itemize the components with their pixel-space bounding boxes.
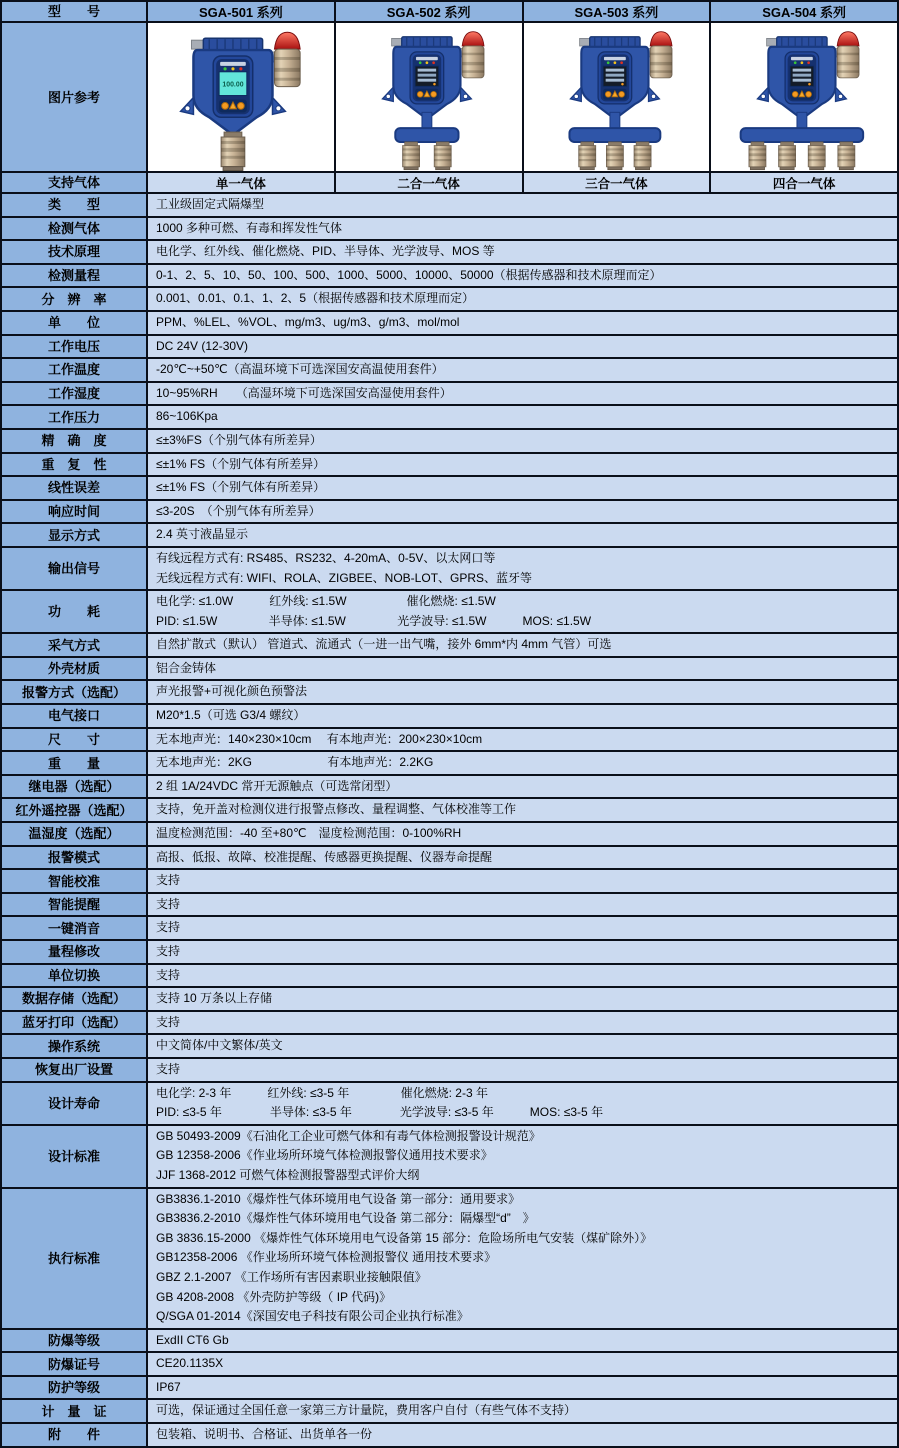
gas-value-sga-504: 四合一气体 (711, 173, 897, 192)
spec-value-line: 无本地声光：140×230×10cm 有本地声光：200×230×10cm (156, 731, 483, 746)
spec-value-line: 支持 (156, 1014, 181, 1029)
spec-row-label: 工作压力 (2, 406, 148, 428)
spec-row-label: 操作系统 (2, 1035, 148, 1057)
spec-row-label: 红外遥控器（选配） (2, 799, 148, 821)
spec-value-line: 工业级固定式隔爆型 (156, 197, 265, 211)
spec-row-value (148, 288, 897, 310)
spec-row-value (148, 658, 897, 680)
spec-row-value (148, 1059, 897, 1081)
spec-row (2, 591, 897, 634)
spec-row-label: 显示方式 (2, 524, 148, 546)
spec-row-value (148, 524, 897, 546)
spec-value-line: 支持 10 万条以上存储 (156, 991, 273, 1006)
device-image-sga-504 (711, 23, 897, 171)
spec-row-value (148, 988, 897, 1010)
spec-row (2, 336, 897, 360)
spec-row-value (148, 705, 897, 727)
spec-row (2, 548, 897, 591)
spec-row-value (148, 383, 897, 405)
spec-value-line: 支持 (156, 944, 181, 958)
spec-value-line: 支持 (156, 920, 181, 935)
spec-row (2, 1424, 897, 1446)
spec-row-value (148, 681, 897, 703)
spec-row-value (148, 1083, 897, 1124)
model-header-sga-504: SGA-504 系列 (711, 2, 897, 21)
spec-row-value (148, 241, 897, 263)
spec-row-label: 数据存储（选配） (2, 988, 148, 1010)
spec-row (2, 194, 897, 218)
spec-value-line: 支持 (156, 873, 181, 888)
spec-row (2, 1377, 897, 1401)
spec-value-line: GB12358-2006 《作业场所环境气体检测报警仪 通用技术要求》 (156, 1250, 497, 1265)
spec-row-value (148, 752, 897, 774)
spec-row-value (148, 501, 897, 523)
spec-row-value (148, 406, 897, 428)
spec-value-line: 0-1、2、5、10、50、100、500、1000、5000、10000、50000（根据传感器和技术原理而定） (156, 267, 662, 282)
spec-row-value (148, 1400, 897, 1422)
model-header-sga-501: SGA-501 系列 (148, 2, 336, 21)
spec-row-label: 蓝牙打印（选配） (2, 1012, 148, 1034)
spec-row (2, 1083, 897, 1126)
spec-row-value (148, 941, 897, 963)
spec-row (2, 729, 897, 753)
spec-value-line: 支持 (156, 896, 181, 911)
spec-value-line: ExdII CT6 Gb (156, 1332, 229, 1347)
spec-row-label: 技术原理 (2, 241, 148, 263)
spec-row (2, 383, 897, 407)
spec-row-label: 报警方式（选配） (2, 681, 148, 703)
spec-value-line: 电化学: ≤1.0W 红外线: ≤1.5W 催化燃烧: ≤1.5W (156, 594, 496, 609)
spec-row-value (148, 265, 897, 287)
supported-gas-row (2, 173, 897, 194)
spec-value-line: 支持 (156, 967, 181, 982)
spec-row-value (148, 965, 897, 987)
spec-value-line: 86~106Kpa (156, 409, 218, 424)
spec-row-value (148, 1424, 897, 1446)
spec-value-line: 有线远程方式有: RS485、RS232、4-20mA、0-5V、以太网口等 (156, 550, 496, 565)
spec-value-line: GB 4208-2008 《外壳防护等级（ IP 代码)》 (156, 1289, 392, 1304)
spec-row (2, 1126, 897, 1189)
spec-row-label: 智能提醒 (2, 894, 148, 916)
spec-row (2, 430, 897, 454)
spec-value-line: 可选，保证通过全国任意一家第三方计量院，费用客户自付（有些气体不支持） (156, 1403, 577, 1418)
spec-row (2, 870, 897, 894)
spec-row-value (148, 218, 897, 240)
spec-row (2, 1035, 897, 1059)
spec-row-label: 电气接口 (2, 705, 148, 727)
spec-row-value (148, 1126, 897, 1187)
spec-value-line: -20℃~+50℃（高温环境下可选深国安高温使用套件） (156, 362, 444, 377)
spec-row-label: 附 件 (2, 1424, 148, 1446)
spec-row-label: 继电器（选配） (2, 776, 148, 798)
spec-value-line: Q/SGA 01-2014《深国安电子科技有限公司企业执行标准》 (156, 1309, 469, 1324)
gas-value-sga-503: 三合一气体 (524, 173, 712, 192)
spec-row-value (148, 477, 897, 499)
model-header-sga-502: SGA-502 系列 (336, 2, 524, 21)
spec-value-line: GB 12358-2006《作业场所环境气体检测报警仪通用技术要求》 (156, 1148, 493, 1163)
spec-rows-container (2, 194, 897, 1446)
spec-row-value (148, 823, 897, 845)
spec-value-line: 高报、低报、故障、校准提醒、传感器更换提醒、仪器寿命提醒 (156, 849, 493, 864)
device-image-sga-502 (336, 23, 522, 171)
spec-row (2, 1012, 897, 1036)
spec-row-label: 检测气体 (2, 218, 148, 240)
spec-row-label: 响应时间 (2, 501, 148, 523)
spec-value-line: M20*1.5（可选 G3/4 螺纹） (156, 708, 306, 723)
spec-value-line: 2.4 英寸液晶显示 (156, 527, 249, 542)
spec-row-label: 恢复出厂设置 (2, 1059, 148, 1081)
spec-row-label: 功 耗 (2, 591, 148, 632)
spec-value-line: GB 50493-2009《石油化工企业可燃气体和有毒气体检测报警设计规范》 (156, 1128, 541, 1143)
spec-row (2, 894, 897, 918)
spec-value-line: ≤±1% FS（个别气体有所差异） (156, 456, 326, 471)
device-image-sga-503 (524, 23, 710, 171)
spec-row (2, 241, 897, 265)
spec-row-value (148, 917, 897, 939)
spec-row-label: 防护等级 (2, 1377, 148, 1399)
spec-value-line: ≤±3%FS（个别气体有所差异） (156, 432, 322, 447)
spec-row-value (148, 847, 897, 869)
spec-row (2, 941, 897, 965)
gas-value-sga-501: 单一气体 (148, 173, 336, 192)
spec-row-label: 温湿度（选配） (2, 823, 148, 845)
spec-row (2, 965, 897, 989)
spec-row (2, 501, 897, 525)
spec-row-label: 工作电压 (2, 336, 148, 358)
spec-value-line: 自然扩散式（默认） 管道式、流通式（一进一出气嘴，接外 6mm*内 4mm 气管）可选 (156, 637, 612, 652)
spec-row-label: 类 型 (2, 194, 148, 216)
spec-row-value (148, 336, 897, 358)
spec-value-line: 包装箱、说明书、合格证、出货单各一份 (156, 1427, 373, 1442)
spec-value-line: 2 组 1A/24VDC 常开无源触点（可选常闭型） (156, 778, 398, 793)
spec-row-label: 精 确 度 (2, 430, 148, 452)
gas-value-sga-502: 二合一气体 (336, 173, 524, 192)
spec-row-value (148, 312, 897, 334)
spec-row (2, 218, 897, 242)
spec-value-line: 支持 (156, 1061, 181, 1076)
spec-row-label: 重 量 (2, 752, 148, 774)
spec-row (2, 454, 897, 478)
spec-row (2, 752, 897, 776)
spec-value-line: PPM、%LEL、%VOL、mg/m3、ug/m3、g/m3、mol/mol (156, 314, 460, 329)
spec-value-line: 温度检测范围：-40 至+80℃ 湿度检测范围：0-100%RH (156, 826, 462, 841)
spec-row-value (148, 194, 897, 216)
spec-row (2, 1353, 897, 1377)
spec-value-line: 0.001、0.01、0.1、1、2、5（根据传感器和技术原理而定） (156, 291, 475, 306)
spec-value-line: IP67 (156, 1379, 181, 1394)
spec-row-label: 单位切换 (2, 965, 148, 987)
spec-value-line: 无线远程方式有: WIFI、ROLA、ZIGBEE、NOB-LOT、GPRS、蓝牙等 (156, 570, 533, 585)
spec-row-value (148, 430, 897, 452)
spec-row-label: 分 辨 率 (2, 288, 148, 310)
spec-row-value (148, 548, 897, 589)
spec-row (2, 988, 897, 1012)
spec-value-line: 电化学: 2-3 年 红外线: ≤3-5 年 催化燃烧: 2-3 年 (156, 1085, 488, 1100)
spec-row (2, 681, 897, 705)
spec-row-value (148, 870, 897, 892)
model-header-sga-503: SGA-503 系列 (524, 2, 712, 21)
spec-row-value (148, 894, 897, 916)
spec-row-label: 单 位 (2, 312, 148, 334)
spec-row (2, 1330, 897, 1354)
spec-row-value (148, 729, 897, 751)
spec-row-value (148, 1012, 897, 1034)
spec-row (2, 776, 897, 800)
spec-value-line: 电化学、红外线、催化燃烧、PID、半导体、光学波导、MOS 等 (156, 244, 495, 259)
header-label-model: 型 号 (2, 2, 148, 21)
spec-value-line: 1000 多种可燃、有毒和挥发性气体 (156, 220, 343, 235)
spec-value-line: PID: ≤3-5 年 半导体: ≤3-5 年 光学波导: ≤3-5 年 MOS: ≤3-5 年 (156, 1105, 604, 1120)
spec-row-label: 检测量程 (2, 265, 148, 287)
table-header-row (2, 2, 897, 23)
spec-row (2, 477, 897, 501)
spec-value-line: PID: ≤1.5W 半导体: ≤1.5W 光学波导: ≤1.5W MOS: ≤1.5W (156, 613, 592, 628)
spec-row (2, 634, 897, 658)
spec-row-label: 工作温度 (2, 359, 148, 381)
spec-row-label: 输出信号 (2, 548, 148, 589)
image-reference-row (2, 23, 897, 173)
spec-row-value (148, 1377, 897, 1399)
spec-row (2, 524, 897, 548)
spec-value-line: 铝合金铸体 (156, 660, 217, 675)
spec-row-value (148, 454, 897, 476)
spec-row-value (148, 1353, 897, 1375)
spec-row-value (148, 634, 897, 656)
spec-row-label: 重 复 性 (2, 454, 148, 476)
spec-value-line: 声光报警+可视化颜色预警法 (156, 684, 308, 699)
spec-value-line: ≤3-20S （个别气体有所差异） (156, 503, 321, 518)
spec-row-value (148, 1189, 897, 1328)
spec-row (2, 799, 897, 823)
spec-row-label: 执行标准 (2, 1189, 148, 1328)
spec-value-line: GBZ 2.1-2007 《工作场所有害因素职业接触限值》 (156, 1269, 427, 1284)
spec-row-label: 工作湿度 (2, 383, 148, 405)
spec-row-label: 设计寿命 (2, 1083, 148, 1124)
spec-row-value (148, 799, 897, 821)
spec-row (2, 705, 897, 729)
device-screen-value: 100.00 (222, 81, 244, 89)
spec-row-label: 防爆等级 (2, 1330, 148, 1352)
spec-value-line: CE20.1135X (156, 1356, 224, 1371)
spec-row-label: 尺 寸 (2, 729, 148, 751)
spec-row (2, 658, 897, 682)
spec-row-label: 计 量 证 (2, 1400, 148, 1422)
spec-row-label: 线性误差 (2, 477, 148, 499)
spec-row-label: 报警模式 (2, 847, 148, 869)
spec-value-line: GB3836.1-2010《爆炸性气体环境用电气设备 第一部分：通用要求》 (156, 1191, 521, 1206)
device-image-sga-501 (148, 23, 334, 171)
spec-row-label: 设计标准 (2, 1126, 148, 1187)
spec-row-label: 外壳材质 (2, 658, 148, 680)
spec-row (2, 917, 897, 941)
row-label-supported-gas: 支持气体 (2, 173, 148, 192)
spec-row (2, 1400, 897, 1424)
spec-row (2, 265, 897, 289)
spec-row-value (148, 359, 897, 381)
spec-value-line: 10~95%RH （高湿环境下可选深国安高湿使用套件） (156, 385, 452, 400)
row-label-image-reference: 图片参考 (2, 23, 148, 171)
spec-row (2, 312, 897, 336)
spec-row-label: 防爆证号 (2, 1353, 148, 1375)
spec-value-line: 无本地声光：2KG 有本地声光：2.2KG (156, 755, 434, 770)
spec-row (2, 823, 897, 847)
spec-value-line: ≤±1% FS（个别气体有所差异） (156, 480, 326, 495)
spec-row-value (148, 1330, 897, 1352)
spec-value-line: GB3836.2-2010《爆炸性气体环境用电气设备 第二部分：隔爆型“d” 》 (156, 1211, 535, 1226)
spec-value-line: 中文简体/中文繁体/英文 (156, 1038, 283, 1053)
spec-row-value (148, 1035, 897, 1057)
spec-row-value (148, 591, 897, 632)
spec-row (2, 1189, 897, 1330)
spec-row-label: 采气方式 (2, 634, 148, 656)
spec-row-label: 智能校准 (2, 870, 148, 892)
spec-row (2, 359, 897, 383)
spec-value-line: DC 24V (12-30V) (156, 338, 249, 353)
spec-row-label: 量程修改 (2, 941, 148, 963)
spec-row (2, 1059, 897, 1083)
spec-row (2, 847, 897, 871)
spec-row (2, 406, 897, 430)
spec-value-line: 支持，免开盖对检测仪进行报警点修改、量程调整、气体校准等工作 (156, 802, 517, 817)
spec-value-line: JJF 1368-2012 可燃气体检测报警器型式评价大纲 (156, 1167, 420, 1182)
spec-row-label: 一键消音 (2, 917, 148, 939)
spec-row (2, 288, 897, 312)
spec-value-line: GB 3836.15-2000 《爆炸性气体环境用电气设备第 15 部分：危险场所电气安装（煤矿除外）》 (156, 1230, 653, 1245)
spec-row-value (148, 776, 897, 798)
